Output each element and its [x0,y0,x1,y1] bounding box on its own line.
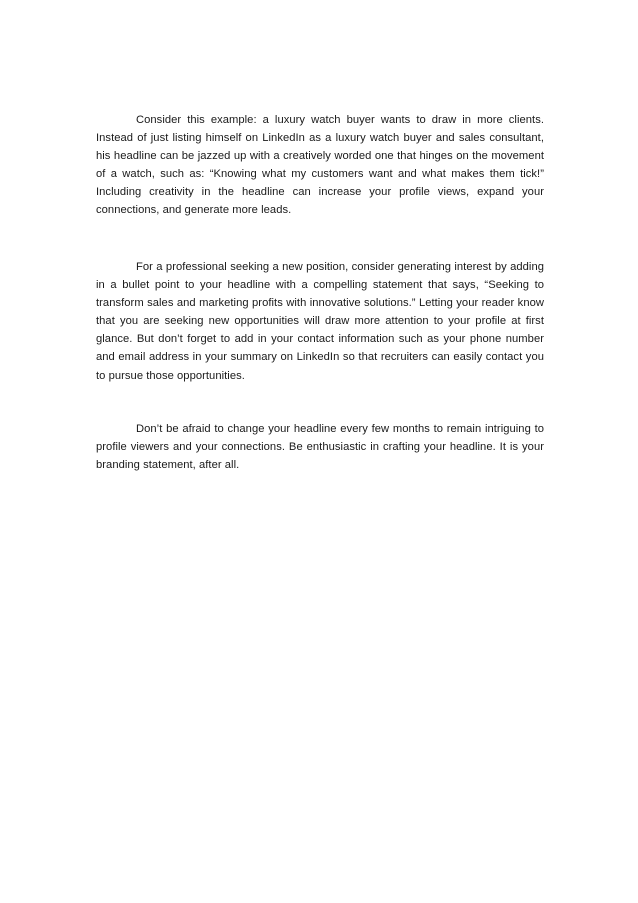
paragraph-update-headline-tip: Don’t be afraid to change your headline every few months to remain intriguing to profile viewers and your connections. Be enthusiastic in crafting your headline. It is your branding statement, after all. [96,423,544,472]
paragraph-luxury-watch-example: Consider this example: a luxury watch buyer wants to draw in more clients. Instead of just listing himself on LinkedIn as a luxury watch buyer and sales consultant, his headline can be jazzed up with a creatively worded one that hinges on the movement of a watch, such as: “Knowing what my customers want and what makes them tick!” Including creativity in the headline can increase your profile views, expand your connections, and generate more leads. [96,114,544,217]
paragraph-new-position-tip: For a professional seeking a new position, consider generating interest by adding in a bullet point to your headline with a compelling statement that says, “Seeking to transform sales and marketing profits with innovative solutions.” Letting your reader know that you are seeking new opportunities will draw more attention to your profile at first glance. But don’t forget to add in your contact information such as your phone number and email address in your summary on LinkedIn so that recruiters can easily contact you to pursue those opportunities. [96,261,544,382]
